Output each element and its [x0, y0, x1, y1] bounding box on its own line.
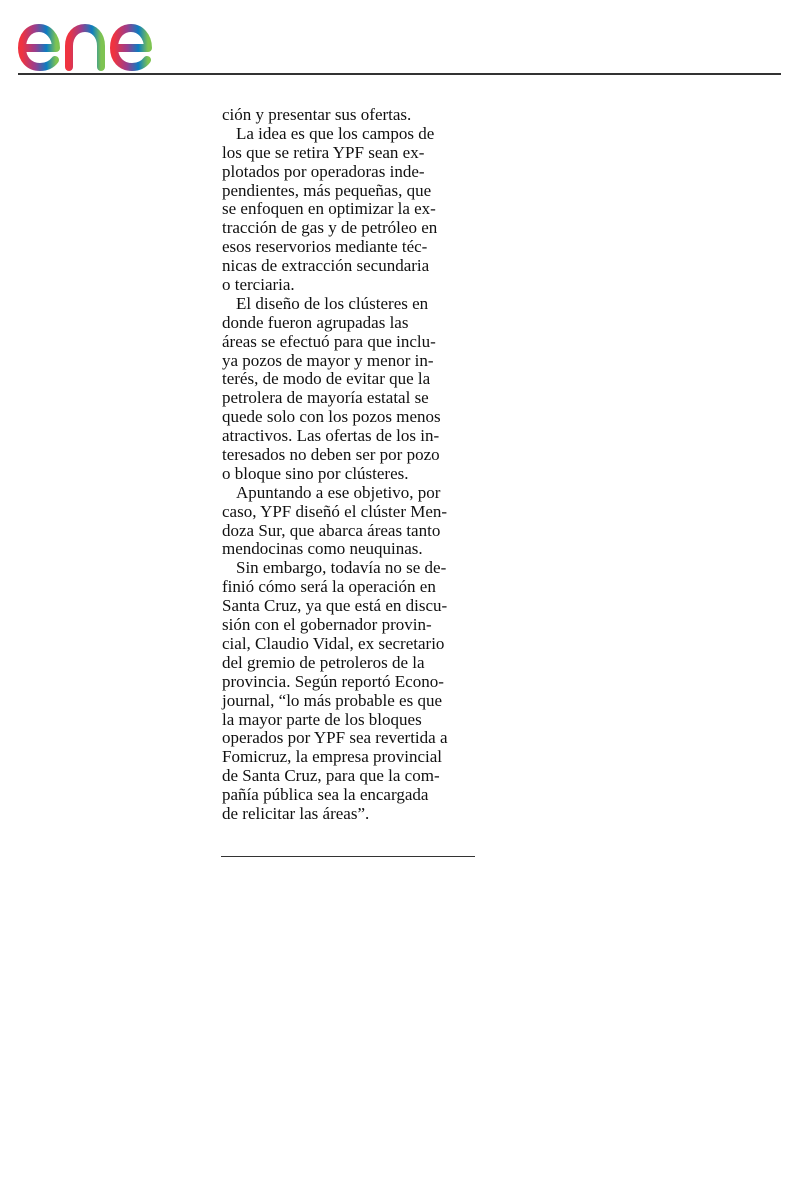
article-text-line: Apuntando a ese objetivo, por [236, 482, 441, 502]
article-text-line: provincia. Según reportó Econo- [222, 671, 444, 691]
article-text-line: teresados no deben ser por pozo [222, 445, 440, 465]
article-text-line: Santa Cruz, ya que está en discu- [222, 596, 448, 616]
article-text-line: del gremio de petroleros de la [222, 652, 425, 672]
article-text-line: ción y presentar sus ofertas. [222, 105, 412, 124]
article-text-line: caso, YPF diseñó el clúster Men- [222, 501, 448, 521]
header-divider [18, 73, 781, 75]
article-end-rule [221, 856, 475, 857]
article-text-line: los que se retira YPF sean ex- [222, 142, 425, 162]
article-text-line: operados por YPF sea revertida a [222, 728, 448, 748]
enel-logo-icon [14, 6, 184, 72]
article-text-line: esos reservorios mediante téc- [222, 237, 428, 257]
article-text-line: atractivos. Las ofertas de los in- [222, 426, 440, 446]
article-text-line: ya pozos de mayor y menor in- [222, 350, 434, 370]
article-text-line: de relicitar las áreas”. [222, 803, 370, 823]
article-text-line: pendientes, más pequeñas, que [222, 180, 432, 200]
article-text-line: sión con el gobernador provin- [222, 615, 432, 635]
article-text-line: mendocinas como neuquinas. [222, 539, 423, 559]
article-text-line: La idea es que los campos de [236, 123, 435, 143]
article-text-line: pañía pública sea la encargada [222, 785, 429, 805]
article-text-line: Fomicruz, la empresa provincial [222, 747, 442, 767]
article-text-line: de Santa Cruz, para que la com- [222, 766, 440, 786]
article-text-line: petrolera de mayoría estatal se [222, 388, 429, 408]
article-text-line: tracción de gas y de petróleo en [222, 218, 438, 238]
article-text-line: quede solo con los pozos menos [222, 407, 441, 427]
article-text-line: cial, Claudio Vidal, ex secretario [222, 633, 445, 653]
article-text-line: plotados por operadoras inde- [222, 161, 425, 181]
article-text-line: la mayor parte de los bloques [222, 709, 422, 729]
article-text-line: nicas de extracción secundaria [222, 256, 430, 276]
enel-logo [14, 6, 184, 72]
article-text-line: El diseño de los clústeres en [236, 293, 429, 313]
article-text-line: donde fueron agrupadas las [222, 312, 409, 332]
article-column [222, 106, 466, 824]
article-text-line: doza Sur, que abarca áreas tanto [222, 520, 441, 540]
article-text-line: finió cómo será la operación en [222, 577, 436, 597]
article-text-line: o terciaria. [222, 275, 295, 295]
article-text-line: terés, de modo de evitar que la [222, 369, 431, 389]
article-text-line: Sin embargo, todavía no se de- [236, 558, 447, 578]
article-text-line: o bloque sino por clústeres. [222, 463, 409, 483]
article-text-line: journal, “lo más probable es que [222, 690, 442, 710]
article-text-line: áreas se efectuó para que inclu- [222, 331, 436, 351]
article-text-line: se enfoquen en optimizar la ex- [222, 199, 436, 219]
